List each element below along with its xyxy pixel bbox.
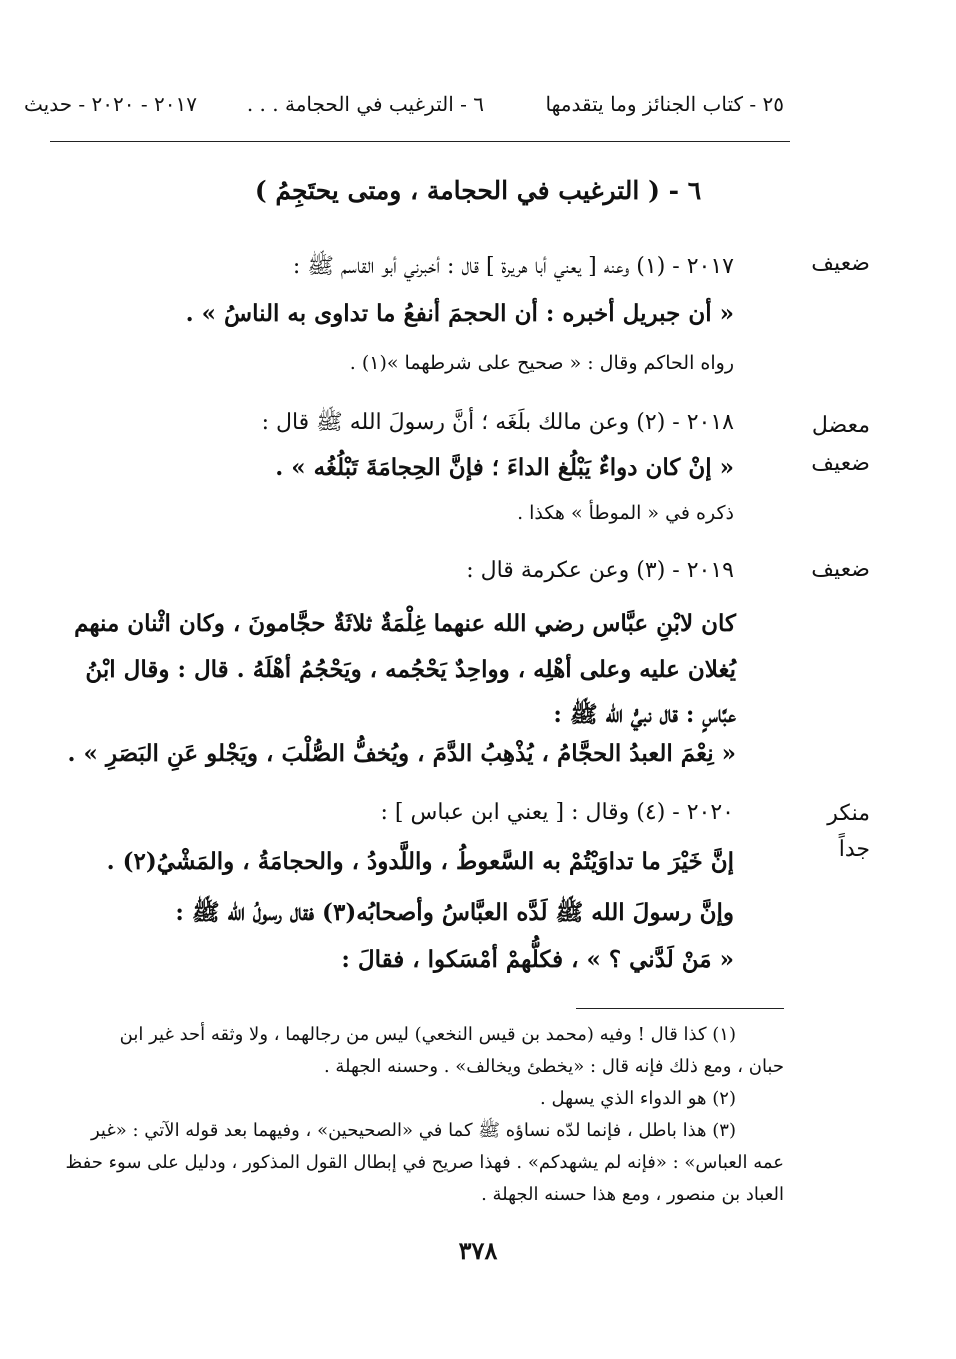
hadith-2018-line-1: ٢٠١٨ - (٢) وعن مالك بلَغَه ؛ أنَّ رسولَ الله ﷺ قال : — [261, 410, 734, 435]
hadith-2018-line-2: « إنْ كان دواءٌ يَبْلُغ الداءَ ؛ فإنَّ الحِجامَةَ تَبْلُغُه » . — [275, 454, 734, 481]
grade-label-2018-a: معضل — [811, 413, 870, 438]
hadith-2017-line-1: ٢٠١٧ - (١) وعنه [ يعني أبا هريرة ] قال : أخبرني أبو القاسم ﷺ : — [292, 254, 734, 279]
grade-label-2019: ضعيف — [811, 557, 870, 582]
hadith-2019-line-1: ٢٠١٩ - (٣) وعن عكرمة قال : — [466, 558, 734, 583]
hadith-2019-line-2: كان لابْنِ عبَّاس رضي الله عنهما غِلْمَةٌ ثلاثَةٌ حجَّامونَ ، وكان اثْنان منهم — [74, 610, 736, 637]
footnote-divider — [576, 1008, 784, 1009]
chapter-title: ٦ - ( الترغيب في الحجامة ، ومتى يحتَجِمُ ) — [254, 176, 702, 205]
header-hadith-range: ٢٠١٧ - ٢٠٢٠ - حديث — [24, 92, 197, 116]
header-chapter-title: ٦ - الترغيب في الحجامة . . . — [246, 92, 484, 116]
hadith-2019-line-4: عبَّاسٍ : قال نبيُّ الله ﷺ : — [553, 701, 736, 728]
grade-label-2018-b: ضعيف — [811, 451, 870, 476]
hadith-2020-line-4: « مَنْ لَدَّني ؟ » ، فكلُّهمْ أمْسَكوا ، فقالَ : — [341, 946, 734, 973]
footnote-1-line-1: (١) كذا قال ! وفيه (محمد بن قيس النخعي) ليس من رجالهما ، ولا وثقه أحد غير ابن — [119, 1024, 736, 1045]
footnote-3-line-2: عمه العباس» : «فإنه لم يشهدكم» . فهذا صريح في إبطال القول المذكور ، ودليل على سوء حفظ — [65, 1152, 784, 1173]
hadith-2019-line-3: يُغلان عليه وعلى أهْلِه ، وواحِدٌ يَحْجُمه ، ويَحْجُمُ أهْلَهُ . قال : وقال ابْنُ — [85, 656, 736, 683]
hadith-2017-source: رواه الحاكم وقال : « صحيح على شرطهما »(١) . — [349, 352, 734, 374]
grade-label-2020-a: منكر — [827, 801, 870, 826]
running-header — [24, 92, 784, 126]
footnote-2: (٢) هو الدواء الذي يسهل . — [540, 1088, 736, 1109]
footnote-3-line-3: العباد بن منصور ، ومع هذا حسنه الجهلة . — [481, 1184, 784, 1205]
hadith-2020-line-1: ٢٠٢٠ - (٤) وقال : [ يعني ابن عباس ] : — [380, 800, 734, 825]
hadith-2017-line-2: « أن جبريل أخبره : أن الحجمَ أنفعُ ما تداوى به الناسُ » . — [185, 300, 734, 327]
footnote-1-line-2: حبان ، ومع ذلك فإنه قال : «يخطئ ويخالف» . وحسنه الجهلة . — [323, 1056, 784, 1077]
header-divider — [50, 141, 790, 142]
page-number: ٣٧٨ — [458, 1236, 498, 1265]
hadith-2018-source: ذكره في « الموطأ » هكذا . — [517, 502, 734, 524]
grade-label-2017: ضعيف — [811, 251, 870, 276]
footnote-3-line-1: (٣) هذا باطل ، فإنما لدّه نساؤه ﷺ كما في «الصحيحين» ، وفيهما بعد قوله الآتي : «غير — [91, 1120, 736, 1141]
hadith-2019-line-5: « نِعْمَ العبدُ الحجَّامُ ، يُذْهِبُ الدَّمَ ، ويُخفُّ الصُّلْبَ ، ويَجْلو عَنِ البَصَرِ » . — [67, 740, 736, 767]
hadith-2020-line-3: وإنَّ رسولَ الله ﷺ لَدَّه العبَّاسُ وأصحابُه(٣) فقال رسولُ الله ﷺ : — [175, 899, 734, 926]
hadith-2020-line-2: إنَّ خَيْرَ ما تداوَيْتُمْ به السَّعوطُ ، واللَّدودُ ، والحجامَةُ ، والمَشْيُ(٢) . — [106, 848, 734, 875]
header-book-title: ٢٥ - كتاب الجنائز وما يتقدمها — [545, 92, 784, 116]
grade-label-2020-b: جداً — [838, 837, 870, 862]
